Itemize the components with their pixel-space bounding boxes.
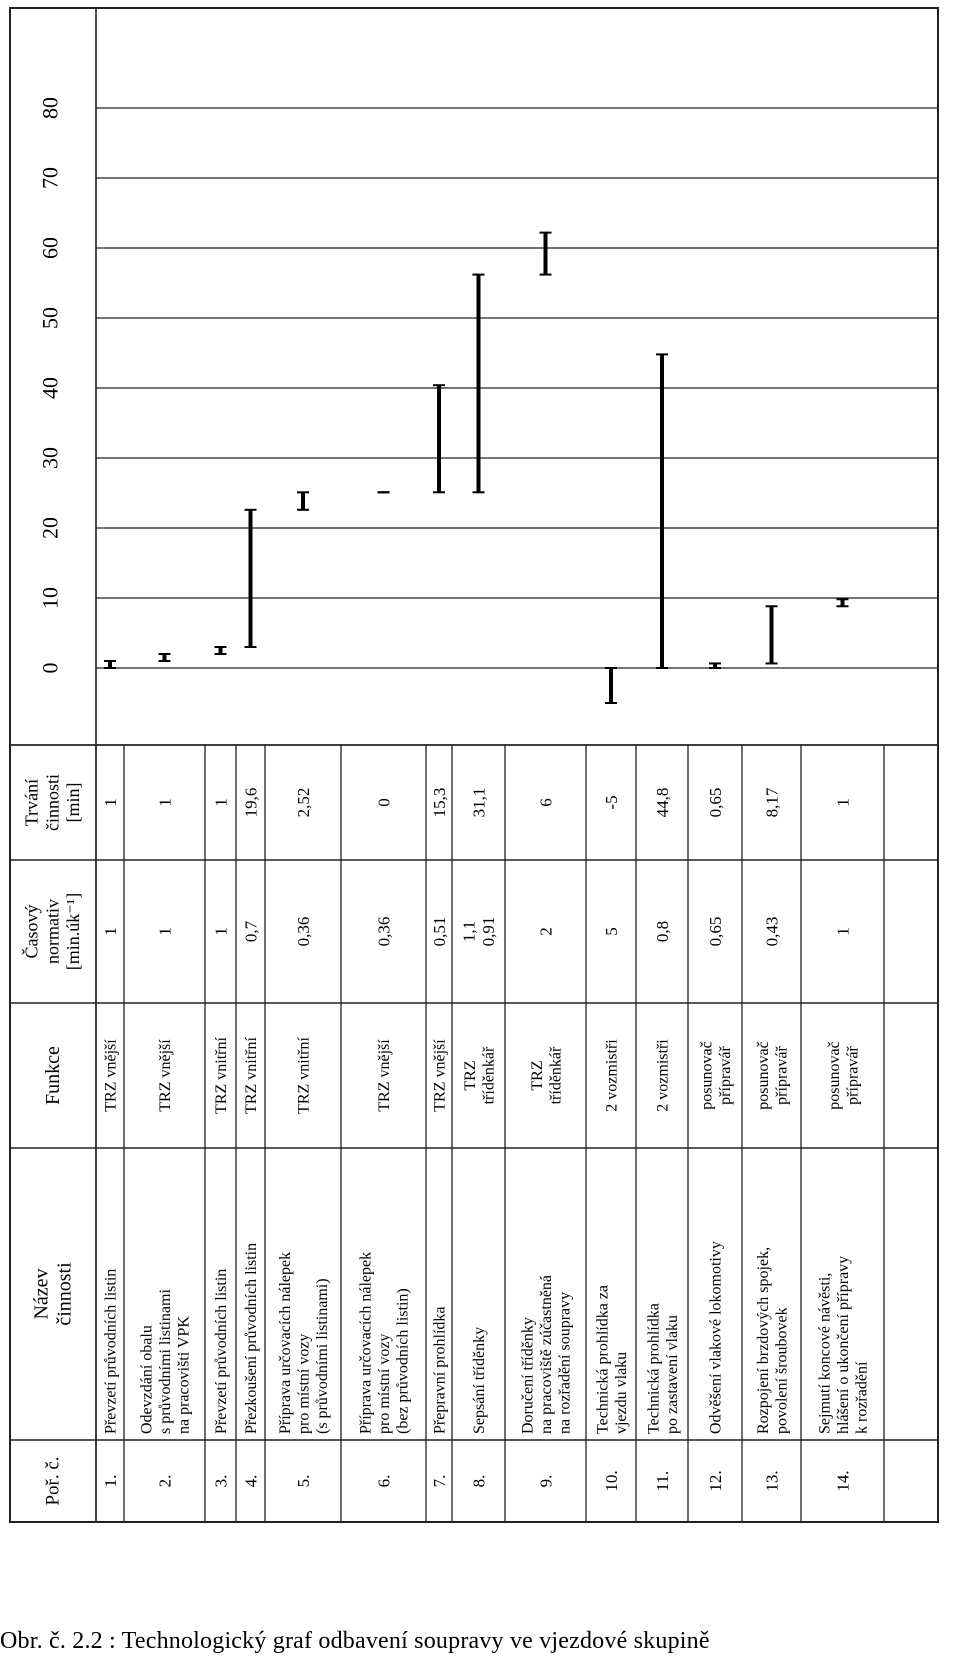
row-number: 13. <box>762 1470 782 1492</box>
row-func: TRZ vnější <box>102 1039 120 1112</box>
row-name: vjezdu vlaku <box>612 1351 630 1434</box>
row-name: pro místní vozy <box>295 1333 313 1434</box>
row-number: 14. <box>833 1470 853 1492</box>
row-duration: 1 <box>833 798 853 807</box>
row-duration: 2,52 <box>293 787 313 818</box>
grid-layer <box>96 108 938 668</box>
outer-frame <box>10 8 938 1522</box>
table-text <box>21 97 871 1506</box>
tick-label: 40 <box>37 377 63 399</box>
table-frame <box>10 8 938 1522</box>
row-func: TRZ <box>461 1060 479 1091</box>
activity-bars <box>104 233 849 703</box>
tick-label: 10 <box>37 587 63 609</box>
activity-bar <box>841 599 845 606</box>
row-name: Odevzdání obalu <box>138 1325 156 1434</box>
row-name: Převzetí průvodních listin <box>102 1268 120 1434</box>
row-func: TRZ <box>528 1060 546 1091</box>
row-name: Převzetí průvodních listin <box>213 1268 231 1434</box>
row-func: TRZ vnější <box>157 1039 175 1112</box>
row-name: Odvěšení vlakové lokomotivy <box>707 1241 725 1434</box>
row-name: Příprava určovacích nálepek <box>357 1251 375 1434</box>
row-name: Příprava určovacích nálepek <box>277 1251 295 1434</box>
row-func: TRZ vnitřní <box>295 1037 313 1114</box>
row-duration: 1 <box>100 798 120 807</box>
row-name: Přepravní prohlídka <box>431 1306 449 1434</box>
row-number: 11. <box>652 1470 672 1492</box>
row-duration: 31,1 <box>469 787 489 818</box>
row-duration: 0,65 <box>705 787 725 818</box>
header-dur: [min] <box>62 782 83 823</box>
row-name: Doručení tříděnky <box>519 1317 537 1434</box>
row-func: TRZ vnější <box>431 1039 449 1112</box>
row-norm: 1 <box>211 927 231 936</box>
row-func: tříděnkář <box>480 1046 498 1105</box>
row-duration: 0 <box>374 798 394 807</box>
row-norm: 1 <box>155 927 175 936</box>
row-norm: 0,51 <box>429 916 449 947</box>
header-norm: Časový <box>21 904 42 959</box>
row-number: 4. <box>241 1474 261 1488</box>
row-norm: 1 <box>100 927 120 936</box>
row-name: po zastavení vlaku <box>663 1314 681 1434</box>
tick-label: 20 <box>37 517 63 539</box>
row-func: posunovač <box>698 1041 716 1110</box>
header-name: Název <box>30 1268 53 1320</box>
row-name: na pracoviště zúčastněná <box>538 1274 556 1434</box>
row-func: TRZ vnější <box>376 1039 394 1112</box>
header-func: Funkce <box>42 1046 64 1105</box>
tick-label: 60 <box>37 237 63 259</box>
figure-caption: Obr. č. 2.2 : Technologický graf odbavení soupravy ve vjezdové skupině <box>0 1628 710 1654</box>
row-name: (bez průvodních listin) <box>394 1288 412 1434</box>
row-func: přípravář <box>844 1046 862 1105</box>
tick-label: 50 <box>37 307 63 329</box>
activity-bar <box>249 510 253 647</box>
row-duration: 8,17 <box>762 787 782 818</box>
header-name: činnosti <box>53 1262 76 1326</box>
row-norm: 2 <box>536 927 556 936</box>
activity-bar <box>660 354 664 668</box>
tick-label: 80 <box>37 97 63 119</box>
row-func: posunovač <box>754 1041 772 1110</box>
row-duration: -5 <box>601 795 621 810</box>
row-func: 2 vozmistři <box>603 1039 621 1112</box>
activity-bar <box>609 668 613 703</box>
activity-bar <box>770 606 774 663</box>
row-name: Technická prohlídka <box>645 1303 663 1434</box>
header-norm: normativ <box>42 899 63 964</box>
row-norm: 1,1 <box>459 920 479 943</box>
row-duration: 6 <box>536 798 556 807</box>
row-name: (s průvodními listinami) <box>313 1278 331 1434</box>
header-norm: [min.úk⁻¹] <box>62 892 83 971</box>
row-norm: 0,7 <box>241 920 261 943</box>
row-norm: 0,36 <box>293 916 313 947</box>
row-name: k rozřadění <box>853 1361 871 1434</box>
row-func: TRZ vnitřní <box>213 1037 231 1114</box>
row-norm: 0,91 <box>479 916 499 947</box>
row-func: posunovač <box>825 1041 843 1110</box>
header-dur: činnosti <box>42 774 63 831</box>
activity-bar <box>437 385 441 492</box>
row-name: s průvodními listinami <box>157 1289 175 1434</box>
row-number: 10. <box>601 1470 621 1492</box>
row-norm: 5 <box>601 927 621 936</box>
activity-bar <box>219 647 223 654</box>
row-norm: 0,8 <box>652 920 672 943</box>
row-duration: 44,8 <box>652 787 672 818</box>
row-name: na pracovišti VPK <box>175 1316 193 1434</box>
row-func: přípravář <box>773 1046 791 1105</box>
row-name: pro místní vozy <box>376 1333 394 1434</box>
row-duration: 1 <box>211 798 231 807</box>
row-func: tříděnkář <box>547 1046 565 1105</box>
row-func: 2 vozmistři <box>654 1039 672 1112</box>
row-name: povolení šroubovek <box>773 1307 791 1434</box>
row-number: 6. <box>374 1474 394 1488</box>
activity-bar <box>301 492 305 510</box>
row-number: 1. <box>100 1474 120 1488</box>
row-norm: 1 <box>833 927 853 936</box>
row-duration: 15,3 <box>429 787 449 818</box>
row-number: 5. <box>293 1474 313 1488</box>
tick-label: 70 <box>37 167 63 189</box>
row-name: Rozpojení brzdových spojek, <box>754 1246 772 1434</box>
row-name: Technická prohlídka za <box>594 1284 612 1434</box>
row-norm: 0,65 <box>705 916 725 947</box>
row-number: 8. <box>469 1474 489 1488</box>
row-number: 2. <box>155 1474 175 1488</box>
row-number: 9. <box>536 1474 556 1488</box>
activity-bar <box>163 654 167 661</box>
row-duration: 19,6 <box>241 787 261 818</box>
row-name: Sejmutí koncové návěsti, <box>816 1272 834 1434</box>
row-name: hlášení o ukončení přípravy <box>835 1255 853 1434</box>
row-number: 7. <box>429 1474 449 1488</box>
tick-label: 0 <box>37 662 63 674</box>
row-name: Přezkoušení průvodních listin <box>243 1242 261 1434</box>
row-func: TRZ vnitřní <box>243 1037 261 1114</box>
row-name: na rozřadění soupravy <box>556 1291 574 1434</box>
row-duration: 1 <box>155 798 175 807</box>
activity-bar <box>477 275 481 493</box>
row-norm: 0,36 <box>374 916 394 947</box>
activity-bar <box>108 661 112 668</box>
header-dur: Trvání <box>21 778 42 827</box>
row-name: Sepsání tříděnky <box>471 1326 489 1434</box>
row-func: přípravář <box>716 1046 734 1105</box>
row-norm: 0,43 <box>762 916 782 947</box>
row-number: 12. <box>705 1470 725 1492</box>
activity-bar <box>544 233 548 275</box>
tick-label: 30 <box>37 447 63 469</box>
row-number: 3. <box>211 1474 231 1488</box>
header-num: Poř. č. <box>42 1456 64 1506</box>
